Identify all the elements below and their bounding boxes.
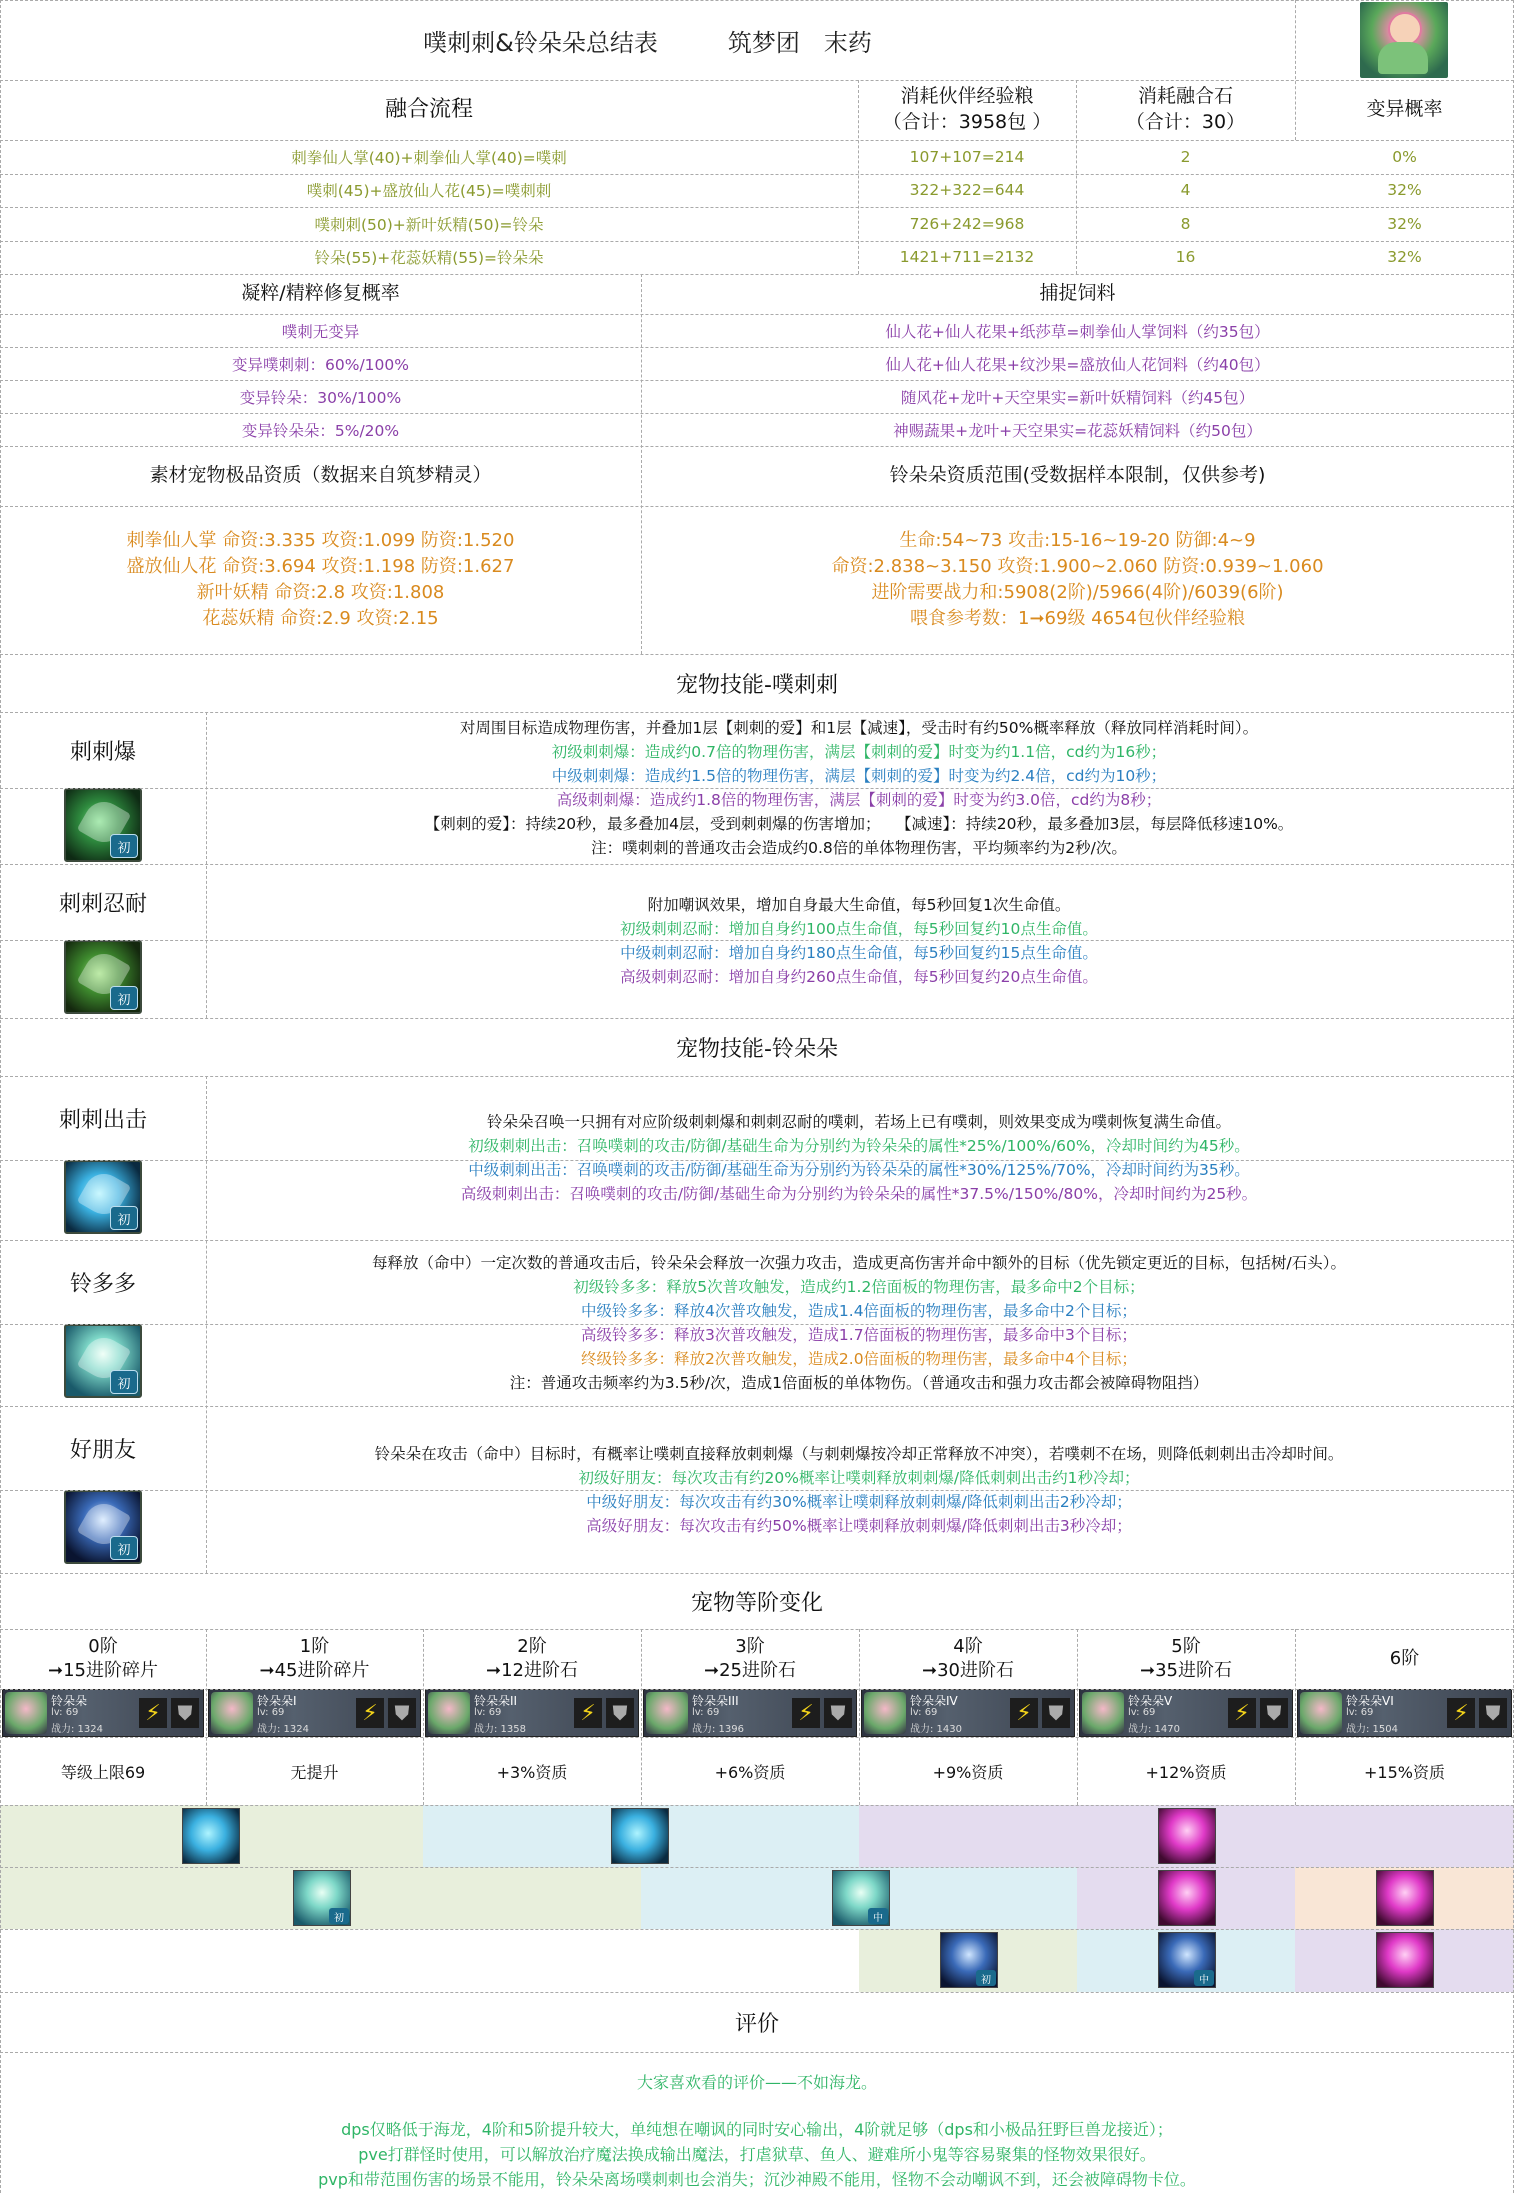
skill-icon [1158, 1808, 1216, 1864]
stage-header [859, 1629, 1077, 1689]
stage-cost: ➞15进阶碎片 [48, 1660, 158, 1681]
fusion-formula: 刺拳仙人掌(40)+刺拳仙人掌(40)=噗刺 [291, 148, 567, 167]
divider [206, 1629, 207, 1805]
fusion-formula: 噗刺刺(50)+新叶妖精(50)=铃朵 [314, 215, 544, 234]
card-name: 铃朵朵V [1128, 1694, 1173, 1708]
skill-icon [293, 1870, 351, 1926]
skill-desc-line: 每释放（命中）一定次数的普通攻击后，铃朵朵会释放一次强力攻击，造成更高伤害并命中额外的目标（优先锁定更近的目标，包括树/石头）。 [372, 1254, 1346, 1272]
material-line: 盛放仙人花 命资:3.694 攻资:1.198 防资:1.627 [126, 556, 515, 577]
stage-label: 4阶 [953, 1636, 983, 1657]
divider [423, 1629, 424, 1805]
feed-row: 仙人花+仙人花果+纹沙果=盛放仙人花饲料（约40包） [885, 355, 1270, 374]
skill-desc-line: 高级好朋友：每次攻击有约50%概率让噗刺释放刺刺爆/降低刺刺出击3秒冷却； [586, 1516, 1132, 1535]
stage-bonus: +6%资质 [714, 1762, 786, 1782]
divider [0, 274, 1514, 275]
skill-icon [1158, 1870, 1216, 1926]
divider [641, 1629, 642, 1805]
fusion-cell: 32% [1387, 214, 1422, 233]
skill-desc-line: 初级铃多多：释放5次普攻触发，造成约1.2倍面板的物理伤害，最多命中2个目标； [573, 1278, 1145, 1296]
fusion-cell: 16 [1175, 248, 1196, 267]
shield-icon: ⛊ [606, 1698, 634, 1728]
skill-desc-line: 注：噗刺刺的普通攻击会造成约0.8倍的单体物理伤害，平均频率约为2秒/次。 [591, 839, 1127, 857]
divider [0, 347, 1514, 348]
card-name: 铃朵朵 [51, 1694, 88, 1708]
feed-header: 捕捉饲料 [1039, 282, 1116, 305]
divider [0, 174, 1514, 175]
stage-bonus: +3%资质 [496, 1762, 568, 1782]
repair-header: 凝粹/精粹修复概率 [241, 282, 400, 305]
skill-desc-line: 中级刺刺忍耐：增加自身约180点生命值，每5秒回复约15点生命值。 [620, 944, 1098, 962]
stage-card [425, 1689, 639, 1737]
skill-level-badge: 初 [976, 1970, 996, 1986]
skill-icon [64, 1160, 142, 1234]
stage-cost: ➞12进阶石 [486, 1660, 578, 1681]
fusion-cell: 2 [1180, 147, 1191, 166]
divider [0, 1992, 1514, 1993]
card-level: lv: 69 [474, 1707, 502, 1718]
divider [0, 314, 1514, 315]
stage-label: 1阶 [299, 1636, 330, 1657]
fusion-cell: 32% [1387, 248, 1422, 267]
divider [0, 712, 1514, 713]
divider [0, 1737, 1514, 1738]
range-values [641, 506, 1514, 654]
material-line: 刺拳仙人掌 命资:3.335 攻资:1.099 防资:1.520 [126, 530, 515, 551]
card-name: 铃朵朵IV [910, 1694, 958, 1708]
divider [0, 1076, 1514, 1077]
pet-portrait [1360, 2, 1448, 78]
fusion-exp-header: 消耗伙伴经验粮 （合计：3958包 ） [882, 85, 1052, 133]
card-level: lv: 69 [1346, 1707, 1374, 1718]
skill-level-badge: 中 [868, 1908, 888, 1924]
divider [641, 274, 642, 654]
skill-desc-line: 附加嘲讽效果，增加自身最大生命值，每5秒回复1次生命值。 [647, 896, 1071, 914]
stage-header [206, 1629, 423, 1689]
card-power: 战力: 1504 [1346, 1724, 1398, 1735]
shield-icon: ⛊ [388, 1698, 416, 1728]
divider [1295, 0, 1296, 140]
fusion-mutation-header: 变异概率 [1366, 98, 1443, 121]
divider [0, 241, 1514, 242]
skills-pucici-title: 宠物技能-噗刺刺 [676, 672, 838, 698]
review-line: pve打群怪时使用，可以解放治疗魔法换成输出魔法，打虐狱草、鱼人、避难所小鬼等容易聚集的怪物效果很好。 [358, 2145, 1156, 2164]
repair-row: 变异铃朵：30%/100% [239, 388, 402, 407]
feed-row: 随风花+龙叶+天空果实=新叶妖精饲料（约45包） [900, 388, 1255, 407]
review-body [0, 2052, 1514, 2193]
stage-card [861, 1689, 1075, 1737]
pet-face-icon [1082, 1692, 1124, 1734]
divider [0, 0, 1, 2193]
skill-icon [832, 1870, 890, 1926]
divider [859, 1629, 860, 1805]
skill-level-badge: 初 [110, 834, 138, 858]
lightning-icon: ⚡ [792, 1698, 820, 1728]
skill-desc-line: 高级铃多多：释放3次普攻触发，造成1.7倍面板的物理伤害，最多命中3个目标； [581, 1326, 1137, 1344]
skill-desc-line: 【刺刺的爱】：持续20秒，最多叠加4层，受到刺刺爆的伤害增加； 【减速】：持续20秒，最多叠加3层，每层降低移速10%。 [424, 815, 1294, 833]
skill-icon [1158, 1932, 1216, 1988]
divider [0, 788, 1514, 789]
skill-level-badge: 初 [110, 986, 138, 1010]
divider [858, 80, 859, 274]
card-power: 战力: 1430 [910, 1724, 962, 1735]
pet-face-icon [864, 1692, 906, 1734]
divider [0, 140, 1514, 141]
card-name: 铃朵朵I [257, 1694, 297, 1708]
material-line: 花蕊妖精 命资:2.9 攻资:2.15 [202, 608, 439, 629]
skill-icon [1376, 1932, 1434, 1988]
divider [0, 1689, 1514, 1690]
range-header: 铃朵朵资质范围(受数据样本限制，仅供参考) [889, 464, 1266, 487]
skill-desc-line: 中级刺刺爆：造成约1.5倍的物理伤害，满层【刺刺的爱】时变为约2.4倍，cd约为10秒； [551, 767, 1167, 785]
skill-desc-line: 中级刺刺出击：召唤噗刺的攻击/防御/基础生命为分别约为铃朵朵的属性*30%/125%/70%，冷却时间约为35秒。 [468, 1161, 1250, 1179]
divider [0, 506, 1514, 507]
divider [206, 712, 207, 1018]
fusion-cell: 8 [1180, 214, 1191, 233]
feed-row: 神赐蔬果+龙叶+天空果实=花蕊妖精饲料（约50包） [893, 421, 1262, 440]
divider [0, 446, 1514, 447]
stages-title: 宠物等阶变化 [690, 1590, 823, 1616]
divider [0, 1160, 1514, 1161]
card-name: 铃朵朵VI [1346, 1694, 1394, 1708]
fusion-cell: 322+322=644 [909, 181, 1025, 200]
fusion-cell: 4 [1180, 181, 1191, 200]
stage-card [208, 1689, 421, 1737]
range-line: 喂食参考数：1➞69级 4654包伙伴经验粮 [910, 608, 1245, 629]
review-title: 评价 [734, 2011, 779, 2037]
stage-card [1297, 1689, 1512, 1737]
skill-description [206, 864, 1512, 1018]
divider [0, 940, 1514, 941]
stage-cost: ➞45进阶碎片 [259, 1660, 370, 1681]
pet-face-icon [428, 1692, 470, 1734]
feed-row: 仙人花+仙人花果+纸莎草=刺拳仙人掌饲料（约35包） [885, 322, 1270, 341]
repair-row: 变异噗刺刺：60%/100% [232, 355, 409, 374]
card-power: 战力: 1324 [257, 1724, 309, 1735]
stage-card [643, 1689, 857, 1737]
divider [0, 1629, 1514, 1630]
divider [206, 1076, 207, 1573]
stage-card [1079, 1689, 1293, 1737]
skill-icon [182, 1808, 240, 1864]
title-text: 噗刺刺&铃朵朵总结表 [423, 28, 658, 57]
card-power: 战力: 1358 [474, 1724, 526, 1735]
skill-icon [1376, 1870, 1434, 1926]
divider [1076, 80, 1077, 274]
card-level: lv: 69 [692, 1707, 720, 1718]
stage-header [423, 1629, 641, 1689]
divider [0, 1929, 1514, 1930]
stage-bonus: 无提升 [290, 1762, 339, 1782]
stage-bonus: +12%资质 [1145, 1762, 1227, 1782]
stage-bonus: +9%资质 [932, 1762, 1004, 1782]
material-values [0, 506, 641, 654]
card-level: lv: 69 [1128, 1707, 1156, 1718]
shield-icon: ⛊ [1042, 1698, 1070, 1728]
stage-cost: ➞25进阶石 [704, 1660, 796, 1681]
skill-desc-line: 对周围目标造成物理伤害，并叠加1层【刺刺的爱】和1层【减速】，受击时有约50%概率释放（释放同样消耗时间）。 [459, 719, 1259, 737]
skill-level-badge: 初 [110, 1536, 138, 1560]
divider [0, 1490, 1514, 1491]
fusion-cell: 1421+711=2132 [899, 248, 1035, 267]
skill-desc-line: 高级刺刺出击：召唤噗刺的攻击/防御/基础生命为分别约为铃朵朵的属性*37.5%/150%/80%，冷却时间约为25秒。 [460, 1185, 1258, 1203]
card-name: 铃朵朵II [474, 1694, 518, 1708]
stage-header [0, 1629, 206, 1689]
skill-icon [64, 1324, 142, 1398]
card-level: lv: 69 [257, 1707, 285, 1718]
skill-icon [64, 940, 142, 1014]
skill-name: 刺刺出击 [58, 1107, 147, 1133]
divider [0, 654, 1514, 655]
repair-row: 变异铃朵朵：5%/20% [241, 421, 400, 440]
fusion-cell: 107+107=214 [909, 147, 1025, 166]
skill-desc-line: 中级铃多多：释放4次普攻触发，造成1.4倍面板的物理伤害，最多命中2个目标； [581, 1302, 1137, 1320]
divider [0, 1018, 1514, 1019]
card-power: 战力: 1396 [692, 1724, 744, 1735]
skill-level-badge: 初 [329, 1908, 349, 1924]
stage-header [1077, 1629, 1295, 1689]
lightning-icon: ⚡ [574, 1698, 602, 1728]
divider [0, 207, 1514, 208]
skill-name: 铃多多 [69, 1271, 136, 1297]
skill-level-badge: 初 [110, 1370, 138, 1394]
skills-lingduoduo-title: 宠物技能-铃朵朵 [676, 1036, 838, 1062]
divider [1077, 1629, 1078, 1805]
skill-desc-line: 初级刺刺出击：召唤噗刺的攻击/防御/基础生命为分别约为铃朵朵的属性*25%/100%/60%，冷却时间约为45秒。 [468, 1137, 1250, 1155]
fusion-formula: 铃朵(55)+花蕊妖精(55)=铃朵朵 [314, 249, 544, 268]
pet-face-icon [646, 1692, 688, 1734]
page-title [0, 0, 1295, 80]
skill-desc-line: 初级刺刺爆：造成约0.7倍的物理伤害，满层【刺刺的爱】时变为约1.1倍，cd约为16秒； [551, 743, 1167, 761]
divider [0, 380, 1514, 381]
card-power: 战力: 1470 [1128, 1724, 1180, 1735]
fusion-header: 融合流程 [384, 97, 473, 123]
skill-level-badge: 初 [110, 1206, 138, 1230]
divider [0, 1805, 1514, 1806]
card-level: lv: 69 [51, 1707, 79, 1718]
team-name: 筑梦团 [727, 28, 800, 57]
fusion-cell: 726+242=968 [909, 214, 1025, 233]
divider [0, 1324, 1514, 1325]
range-line: 进阶需要战力和:5908(2阶)/5966(4阶)/6039(6阶) [871, 582, 1284, 603]
repair-row: 噗刺无变异 [281, 322, 360, 341]
skill-name: 刺刺爆 [69, 739, 136, 765]
stage-bonus: 等级上限69 [60, 1762, 146, 1782]
skill-desc-line: 高级刺刺忍耐：增加自身约260点生命值，每5秒回复约20点生命值。 [620, 968, 1098, 986]
divider [0, 1867, 1514, 1868]
stage-header [641, 1629, 859, 1689]
skill-icon [611, 1808, 669, 1864]
stage-cost: ➞30进阶石 [922, 1660, 1014, 1681]
skill-icon [940, 1932, 998, 1988]
review-line: dps仅略低于海龙，4阶和5阶提升较大，单纯想在嘲讽的同时安心输出，4阶就足够（dps和小极品狂野巨兽龙接近）； [341, 2120, 1173, 2139]
skill-description [206, 1240, 1512, 1406]
lightning-icon: ⚡ [1447, 1698, 1475, 1728]
lightning-icon: ⚡ [356, 1698, 384, 1728]
card-power: 战力: 1324 [51, 1724, 103, 1735]
lightning-icon: ⚡ [1228, 1698, 1256, 1728]
divider [0, 0, 1514, 1]
fusion-formula: 噗刺(45)+盛放仙人花(45)=噗刺刺 [306, 182, 552, 201]
divider [0, 1573, 1514, 1574]
pet-face-icon [1300, 1692, 1342, 1734]
skill-desc-line: 初级好朋友：每次攻击有约20%概率让噗刺释放刺刺爆/降低刺刺出击约1秒冷却； [578, 1468, 1140, 1487]
skill-desc-line: 铃朵朵召唤一只拥有对应阶级刺刺爆和刺刺忍耐的噗刺，若场上已有噗刺，则效果变成为噗刺恢复满生命值。 [486, 1113, 1231, 1131]
review-headline: 大家喜欢看的评价——不如海龙。 [636, 2073, 877, 2092]
range-line: 生命:54~73 攻击:15-16~19-20 防御:4~9 [899, 530, 1256, 551]
skill-description [206, 1076, 1512, 1240]
divider [0, 1240, 1514, 1241]
skill-name: 好朋友 [69, 1437, 136, 1463]
stage-label: 2阶 [517, 1636, 547, 1657]
skill-desc-line: 中级好朋友：每次攻击有约30%概率让噗刺释放刺刺爆/降低刺刺出击2秒冷却； [586, 1492, 1132, 1511]
skill-icon [64, 788, 142, 862]
divider [0, 2052, 1514, 2053]
review-line: pvp和带范围伤害的场景不能用，铃朵朵离场噗刺刺也会消失；沉沙神殿不能用，怪物不会动嘲讽不到，还会被障碍物卡位。 [318, 2170, 1196, 2189]
author-name: 末药 [823, 28, 872, 57]
card-level: lv: 69 [910, 1707, 938, 1718]
skill-icon [64, 1490, 142, 1564]
shield-icon: ⛊ [171, 1698, 199, 1728]
divider [0, 80, 1514, 81]
fusion-cell: 0% [1392, 147, 1417, 166]
stage-card [2, 1689, 204, 1737]
skill-desc-line: 铃朵朵在攻击（命中）目标时，有概率让噗刺直接释放刺刺爆（与刺刺爆按冷却正常释放不冲突），若噗刺不在场，则降低刺刺出击冷却时间。 [374, 1444, 1344, 1463]
stage-label: 6阶 [1389, 1648, 1420, 1669]
stage-label: 5阶 [1171, 1636, 1201, 1657]
stage-cost: ➞35进阶石 [1140, 1660, 1232, 1681]
fusion-cell: 32% [1387, 181, 1422, 200]
stage-label: 0阶 [88, 1636, 118, 1657]
fusion-stone-header: 消耗融合石 （合计：30） [1125, 85, 1246, 133]
divider [1295, 1629, 1296, 1805]
shield-icon: ⛊ [824, 1698, 852, 1728]
skill-name: 刺刺忍耐 [58, 891, 147, 917]
pet-face-icon [211, 1692, 253, 1734]
skill-desc-line: 注：普通攻击频率约为3.5秒/次，造成1倍面板的单体物伤。（普通攻击和强力攻击都会被障碍物阻挡） [509, 1374, 1209, 1392]
skill-desc-line: 初级刺刺忍耐：增加自身约100点生命值，每5秒回复约10点生命值。 [620, 920, 1098, 938]
pet-face-icon [5, 1692, 47, 1734]
material-line: 新叶妖精 命资:2.8 攻资:1.808 [196, 582, 445, 603]
divider [0, 864, 1514, 865]
shield-icon: ⛊ [1479, 1698, 1507, 1728]
material-header: 素材宠物极品资质（数据来自筑梦精灵） [149, 464, 492, 487]
lightning-icon: ⚡ [139, 1698, 167, 1728]
stage-header [1295, 1629, 1514, 1689]
shield-icon: ⛊ [1260, 1698, 1288, 1728]
lightning-icon: ⚡ [1010, 1698, 1038, 1728]
range-line: 命资:2.838~3.150 攻资:1.900~2.060 防资:0.939~1.060 [831, 556, 1324, 577]
skill-desc-line: 终级铃多多：释放2次普攻触发，造成2.0倍面板的物理伤害，最多命中4个目标； [581, 1350, 1137, 1368]
stage-bonus: +15%资质 [1364, 1762, 1445, 1782]
divider [0, 1406, 1514, 1407]
card-name: 铃朵朵III [692, 1694, 739, 1708]
skill-level-badge: 中 [1194, 1970, 1214, 1986]
divider [0, 413, 1514, 414]
stage-label: 3阶 [735, 1636, 765, 1657]
skill-desc-line: 高级刺刺爆：造成约1.8倍的物理伤害，满层【刺刺的爱】时变为约3.0倍，cd约为8秒； [556, 791, 1162, 809]
